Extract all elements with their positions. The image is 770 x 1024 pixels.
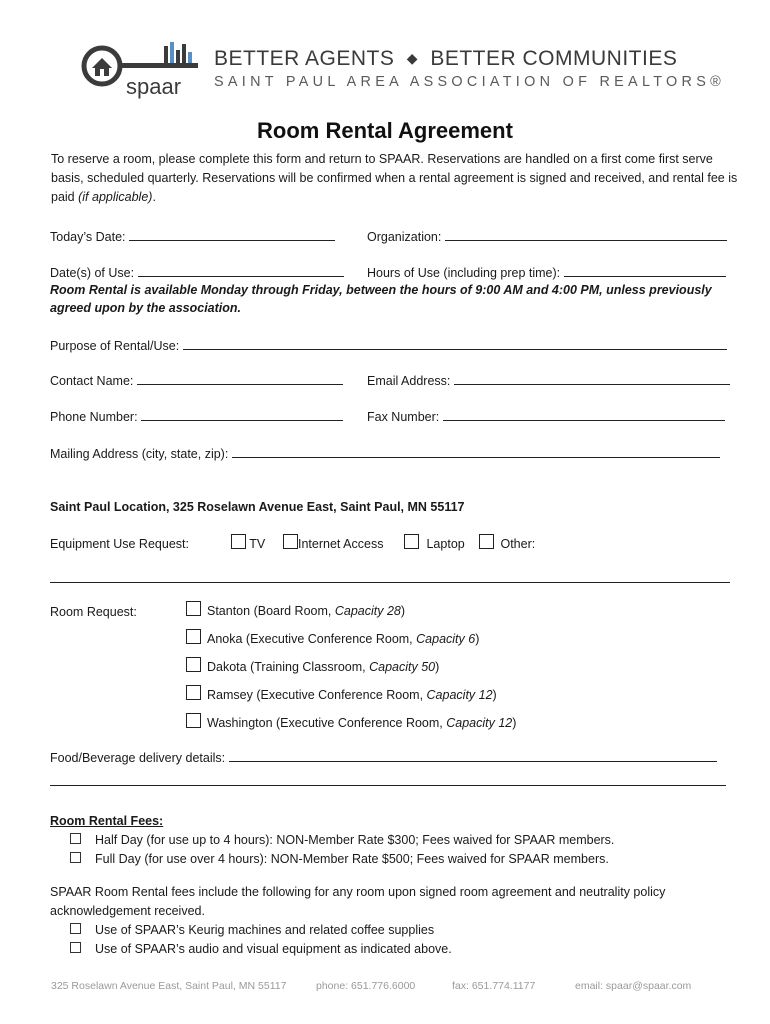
footer-address: 325 Roselawn Avenue East, Saint Paul, MN 55117: [51, 980, 287, 992]
equipment-option-internet[interactable]: Internet Access: [283, 534, 383, 553]
equipment-option-tv[interactable]: TV: [231, 534, 265, 553]
tagline-right: BETTER COMMUNITIES: [430, 47, 678, 70]
food-details-line[interactable]: [50, 785, 726, 786]
room-option-stanton[interactable]: Stanton (Board Room, Capacity 28): [186, 601, 405, 620]
header-tagline: [214, 47, 677, 71]
room-option-dakota[interactable]: Dakota (Training Classroom, Capacity 50): [186, 657, 439, 676]
bullet-box-icon: [70, 833, 81, 844]
organization-field[interactable]: Organization:: [367, 227, 727, 246]
include-item-av: Use of SPAAR’s audio and visual equipment as indicated above.: [70, 940, 452, 958]
contact-name-field[interactable]: Contact Name:: [50, 371, 343, 390]
checkbox-icon[interactable]: [186, 685, 201, 700]
bullet-box-icon: [70, 852, 81, 863]
purpose-field[interactable]: Purpose of Rental/Use:: [50, 336, 727, 355]
checkbox-icon[interactable]: [186, 601, 201, 616]
equipment-other-line[interactable]: [50, 582, 730, 583]
checkbox-icon[interactable]: [404, 534, 419, 549]
header-subline: SAINT PAUL AREA ASSOCIATION OF REALTORS®: [214, 74, 726, 90]
dates-of-use-field[interactable]: Date(s) of Use:: [50, 263, 344, 282]
tagline-left: BETTER AGENTS: [214, 47, 395, 70]
food-details-field[interactable]: Food/Beverage delivery details:: [50, 748, 717, 767]
room-option-washington[interactable]: Washington (Executive Conference Room, Capacity 12): [186, 713, 516, 732]
checkbox-icon[interactable]: [231, 534, 246, 549]
include-item-keurig: Use of SPAAR’s Keurig machines and related coffee supplies: [70, 921, 434, 939]
fee-item-full-day: Full Day (for use over 4 hours): NON-Member Rate $500; Fees waived for SPAAR members.: [70, 850, 609, 868]
bullet-box-icon: [70, 942, 81, 953]
fees-heading: Room Rental Fees:: [50, 814, 164, 828]
equipment-option-laptop[interactable]: Laptop: [404, 534, 465, 553]
equipment-label: Equipment Use Request:: [50, 537, 189, 551]
checkbox-icon[interactable]: [479, 534, 494, 549]
footer-fax: fax: 651.774.1177: [452, 980, 536, 992]
footer-phone: phone: 651.776.6000: [316, 980, 416, 992]
includes-paragraph: SPAAR Room Rental fees include the following for any room upon signed room agreement and neutrality policy acknowledgement received.: [50, 885, 666, 918]
checkbox-icon[interactable]: [283, 534, 298, 549]
fax-field[interactable]: Fax Number:: [367, 407, 725, 426]
email-field[interactable]: Email Address:: [367, 371, 730, 390]
fee-item-half-day: Half Day (for use up to 4 hours): NON-Member Rate $300; Fees waived for SPAAR members.: [70, 831, 614, 849]
checkbox-icon[interactable]: [186, 657, 201, 672]
footer-email[interactable]: email: spaar@spaar.com: [575, 980, 692, 992]
todays-date-field[interactable]: Today’s Date:: [50, 227, 335, 246]
equipment-option-other[interactable]: Other:: [479, 534, 535, 553]
spaar-logo: [80, 38, 208, 102]
room-request-label: Room Request:: [50, 605, 137, 619]
svg-text:spaar: spaar: [126, 74, 182, 99]
intro-paragraph: To reserve a room, please complete this form and return to SPAAR. Reservations are handled on a first come first serve basis, scheduled quarterly. Reservations will be confirmed when a rental agreement is signed and received, and rental fee is paid (if applicable).: [51, 152, 738, 204]
bullet-box-icon: [70, 923, 81, 934]
checkbox-icon[interactable]: [186, 713, 201, 728]
page-title: Room Rental Agreement: [257, 118, 513, 143]
room-option-ramsey[interactable]: Ramsey (Executive Conference Room, Capacity 12): [186, 685, 497, 704]
mailing-address-field[interactable]: Mailing Address (city, state, zip):: [50, 444, 720, 463]
location-heading: Saint Paul Location, 325 Roselawn Avenue East, Saint Paul, MN 55117: [50, 500, 465, 514]
checkbox-icon[interactable]: [186, 629, 201, 644]
diamond-separator-icon: ◆: [406, 50, 418, 66]
phone-field[interactable]: Phone Number:: [50, 407, 343, 426]
availability-note: Room Rental is available Monday through Friday, between the hours of 9:00 AM and 4:00 PM, unless previously agreed upon by the association.: [50, 283, 712, 315]
hours-of-use-field[interactable]: Hours of Use (including prep time):: [367, 263, 726, 282]
room-option-anoka[interactable]: Anoka (Executive Conference Room, Capacity 6): [186, 629, 479, 648]
